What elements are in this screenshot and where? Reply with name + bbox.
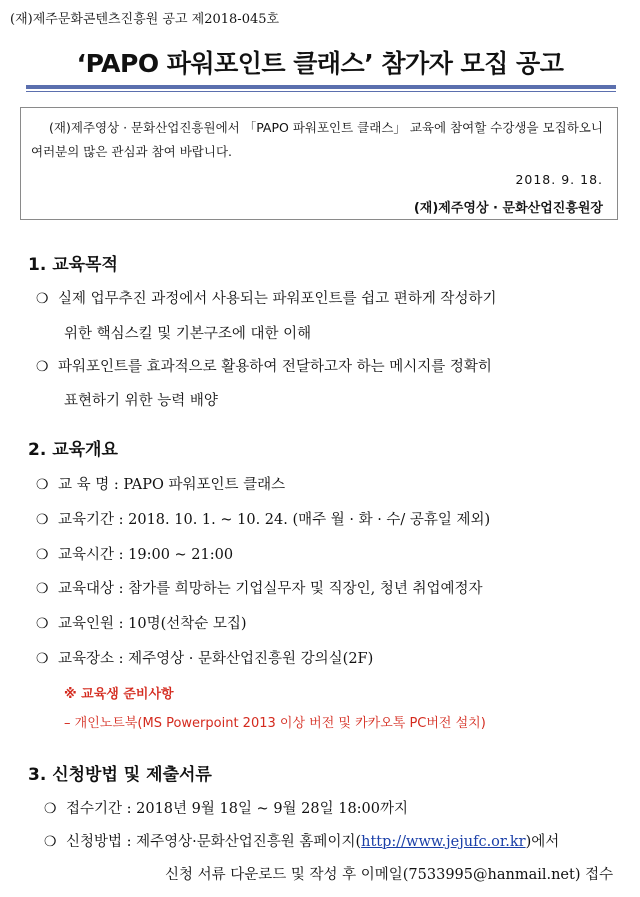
section-overview-heading: 2. 교육개요 xyxy=(28,440,118,460)
overview-item-capacity xyxy=(36,612,247,633)
notice-number: (재)제주문화콘텐츠진흥원 공고 제2018-045호 xyxy=(10,12,280,27)
intro-signature: (재)제주영상 · 문화산업진흥원장 xyxy=(413,201,603,216)
bullet-circle-icon: ❍ xyxy=(36,359,49,375)
purpose-item-1-line1: 실제 업무추진 과정에서 사용되는 파워포인트를 쉽고 편하게 작성하기 xyxy=(58,291,497,307)
overview-item-time-text: 교육시간 : 19:00 ~ 21:00 xyxy=(58,547,234,563)
bullet-circle-icon: ❍ xyxy=(36,512,49,528)
application-period-text: 접수기간 : 2018년 9월 18일 ~ 9월 28일 18:00까지 xyxy=(66,801,409,817)
overview-item-location xyxy=(36,647,373,668)
bullet-circle-icon: ❍ xyxy=(36,651,49,667)
overview-item-target-text: 교육대상 : 참가를 희망하는 기업실무자 및 직장인, 청년 취업예정자 xyxy=(58,581,483,597)
application-period xyxy=(44,797,408,818)
bullet-circle-icon: ❍ xyxy=(44,834,57,850)
intro-text: (재)제주영상 · 문화산업진흥원에서 「PAPO 파워포인트 클래스」 교육에 참여할 수강생을 모집하오니 여러분의 많은 관심과 참여 바랍니다. xyxy=(31,120,603,159)
purpose-item-2 xyxy=(36,355,492,376)
overview-item-name xyxy=(36,473,285,494)
title-underline-thin xyxy=(26,91,616,92)
purpose-item-2-line1: 파워포인트를 효과적으로 활용하여 전달하고자 하는 메시지를 정확히 xyxy=(58,359,492,375)
bullet-circle-icon: ❍ xyxy=(36,477,49,493)
bullet-circle-icon: ❍ xyxy=(36,547,49,563)
prep-item: – 개인노트북(MS Powerpoint 2013 이상 버전 및 카카오톡 PC버전 설치) xyxy=(64,716,486,731)
intro-date: 2018. 9. 18. xyxy=(515,172,603,187)
application-method-suffix: )에서 xyxy=(525,834,560,850)
overview-item-time xyxy=(36,543,233,564)
overview-item-period xyxy=(36,508,490,529)
overview-item-capacity-text: 교육인원 : 10명(선착순 모집) xyxy=(58,616,247,632)
title-underline-thick xyxy=(26,85,616,89)
overview-item-location-text: 교육장소 : 제주영상 · 문화산업진흥원 강의실(2F) xyxy=(58,651,374,667)
prep-title: ※ 교육생 준비사항 xyxy=(64,687,174,702)
page-title: ‘PAPO 파워포인트 클래스’ 참가자 모집 공고 xyxy=(76,49,564,78)
intro-box xyxy=(20,107,618,220)
purpose-item-1-line2: 위한 핵심스킬 및 기본구조에 대한 이해 xyxy=(64,326,312,342)
application-method xyxy=(44,830,559,851)
homepage-link[interactable]: http://www.jejufc.or.kr xyxy=(361,834,526,850)
bullet-circle-icon: ❍ xyxy=(36,291,49,307)
title-underline xyxy=(26,85,616,93)
application-method-line2: 신청 서류 다운로드 및 작성 후 이메일(7533995@hanmail.net) 접수 xyxy=(165,867,614,883)
overview-item-target xyxy=(36,577,483,598)
bullet-circle-icon: ❍ xyxy=(36,581,49,597)
bullet-circle-icon: ❍ xyxy=(36,616,49,632)
application-method-prefix: 신청방법 : 제주영상·문화산업진흥원 홈페이지( xyxy=(66,834,362,850)
section-purpose-heading: 1. 교육목적 xyxy=(28,255,118,275)
purpose-item-2-line2: 표현하기 위한 능력 배양 xyxy=(64,393,218,409)
overview-item-period-text: 교육기간 : 2018. 10. 1. ~ 10. 24. (매주 월 · 화 · 수/ 공휴일 제외) xyxy=(58,512,491,528)
overview-item-name-text: 교 육 명 : PAPO 파워포인트 클래스 xyxy=(58,477,286,493)
bullet-circle-icon: ❍ xyxy=(44,801,57,817)
purpose-item-1 xyxy=(36,287,496,308)
section-application-heading: 3. 신청방법 및 제출서류 xyxy=(28,765,212,785)
